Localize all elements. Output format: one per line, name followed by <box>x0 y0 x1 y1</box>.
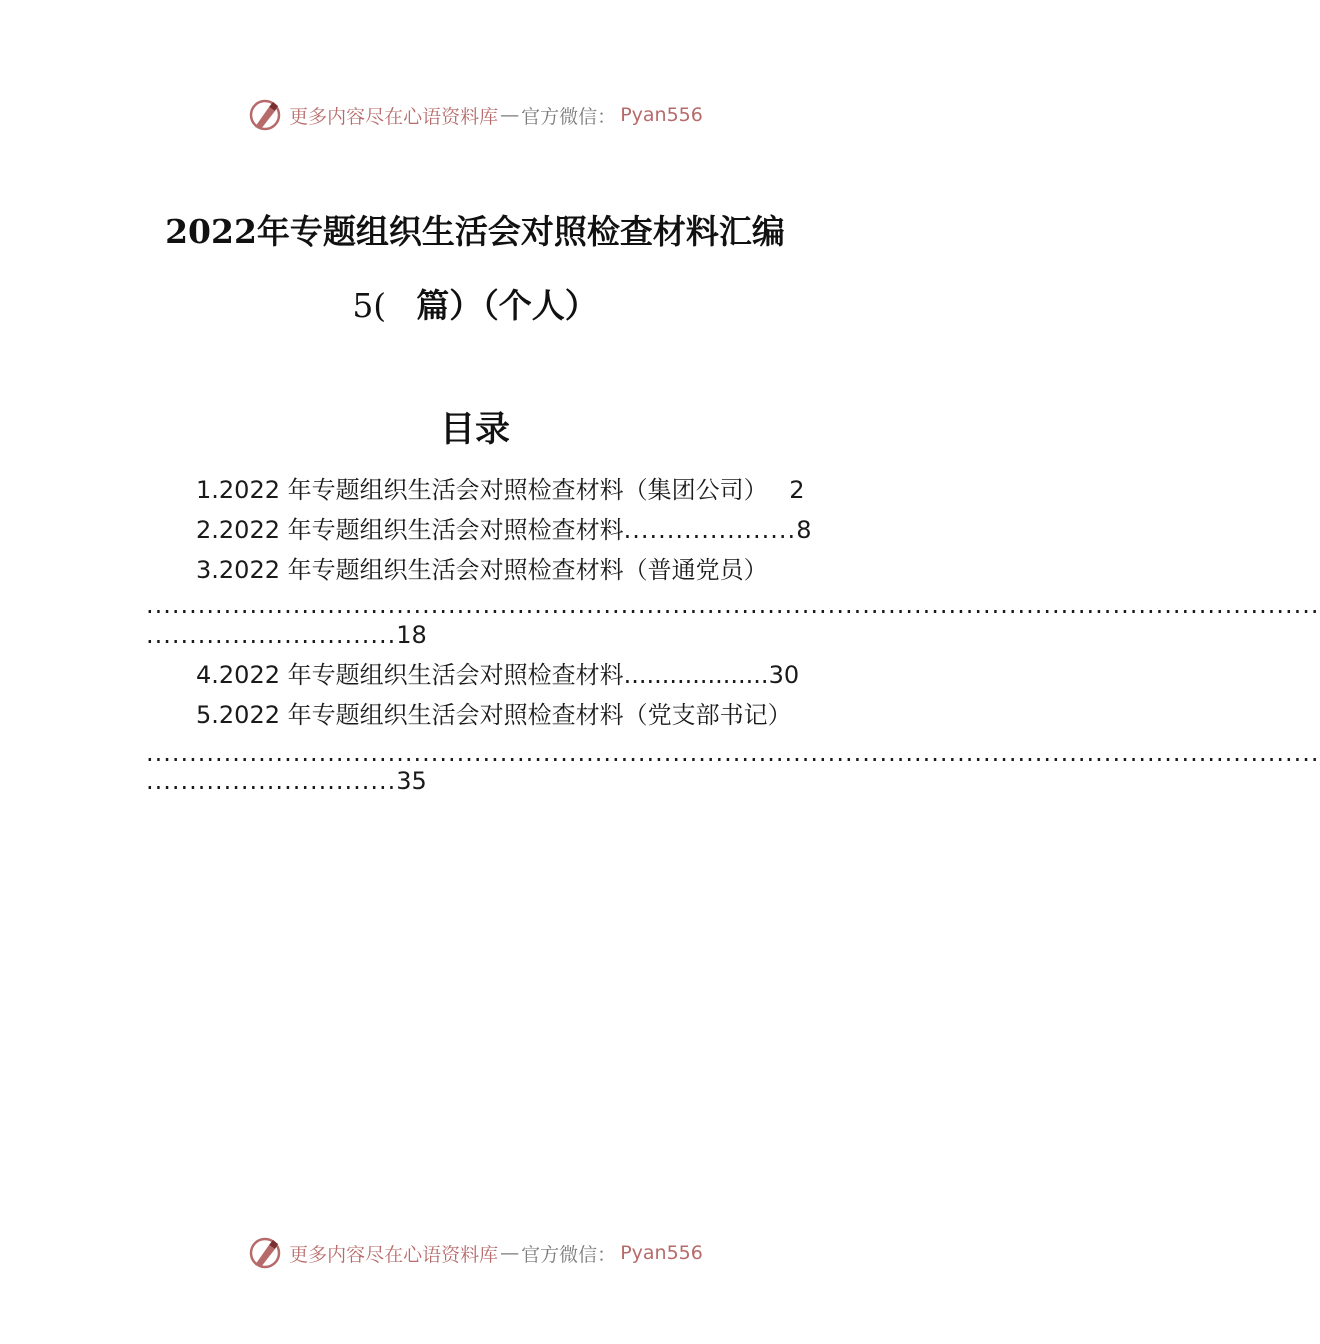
pen-nib-icon <box>247 1235 283 1271</box>
header-watermark <box>0 95 950 135</box>
watermark-separator: — <box>500 104 520 126</box>
toc-entry-title: 1.2022 年专题组织生活会对照检查材料（集团公司） <box>196 476 768 504</box>
watermark-brand: 更多内容尽在心语资料库 <box>289 105 499 128</box>
toc-dot-leader: ........................................................................................................................................ <box>146 739 1320 767</box>
document-subtitle <box>0 280 950 327</box>
toc-dot-leader: .................... <box>623 516 797 544</box>
toc-entry-page: 8 <box>796 516 812 544</box>
toc-entry-3-page-line <box>146 620 427 650</box>
watermark-wechat-id: Pyan556 <box>620 1242 703 1264</box>
toc-entry-title: 4.2022 年专题组织生活会对照检查材料 <box>196 661 624 689</box>
toc-entry-page: 30 <box>768 661 800 689</box>
watermark-brand: 更多内容尽在心语资料库 <box>289 1243 499 1266</box>
toc-entry-3[interactable] <box>196 555 768 585</box>
toc-entry-title: 2.2022 年专题组织生活会对照检查材料 <box>196 516 624 544</box>
toc-entry-2[interactable] <box>196 515 811 545</box>
toc-dot-leader: ................... <box>623 661 769 689</box>
subtitle-count: 5( <box>352 286 387 325</box>
document-title: 2022年专题组织生活会对照检查材料汇编 <box>165 212 785 251</box>
toc-dot-leader: ............................. <box>146 621 397 649</box>
toc-heading: 目录 <box>439 409 510 450</box>
footer-watermark <box>0 1233 950 1273</box>
watermark-wechat-label: 官方微信： <box>521 105 617 128</box>
toc-entry-1[interactable] <box>196 475 805 505</box>
toc-entry-page: 18 <box>396 621 427 649</box>
toc-entry-page: 2 <box>789 476 805 504</box>
toc-entry-4[interactable] <box>196 660 799 690</box>
toc-entry-title: 5.2022 年专题组织生活会对照检查材料（党支部书记） <box>196 701 792 729</box>
watermark-wechat-label: 官方微信： <box>521 1243 617 1266</box>
toc-entry-5[interactable] <box>196 700 792 730</box>
pen-nib-icon <box>247 97 283 133</box>
toc-entry-5-page-line <box>146 766 427 796</box>
watermark-wechat-id: Pyan556 <box>620 104 703 126</box>
toc-dot-leader: ........................................................................................................................................ <box>146 591 1320 619</box>
subtitle-text: 篇）（个人） <box>416 286 598 325</box>
toc-dot-leader: ............................. <box>146 767 397 795</box>
toc-entry-title: 3.2022 年专题组织生活会对照检查材料（普通党员） <box>196 556 768 584</box>
watermark-separator: — <box>500 1242 520 1264</box>
toc-entry-page: 35 <box>396 767 427 795</box>
